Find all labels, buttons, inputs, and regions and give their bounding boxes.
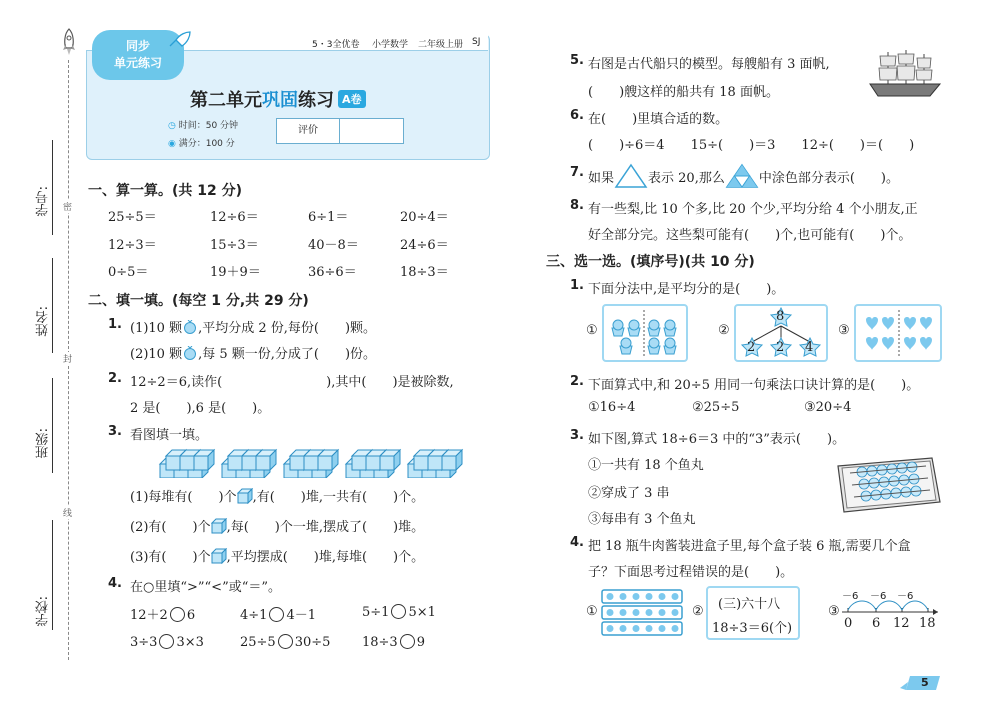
tree-leaf-value: 2: [776, 340, 785, 355]
title-part-a: 第二单元: [190, 90, 262, 111]
section-3-heading: 三、选一选。(填序号)(共 10 分): [546, 254, 755, 270]
q2-4-number: 4.: [108, 576, 122, 591]
q2-3-l2-b: ,每( )个一堆,摆成了( )堆。: [226, 520, 425, 535]
badge-line-1: 同步: [125, 39, 150, 53]
page-number: 5: [921, 676, 929, 689]
compare-item: [362, 634, 425, 650]
q2-1b-post: ,每 5 颗一份,分成了( )份。: [198, 347, 377, 362]
q2-5-line-1: 右图是古代船只的模型。每艘船有 3 面帆,: [588, 57, 830, 72]
tree-leaf-value: 2: [747, 340, 756, 355]
cube-icon: [211, 518, 227, 534]
tick-label: 6: [872, 616, 881, 631]
seal-mark-mi: 密: [63, 200, 72, 213]
q2-2-line-2: 2 是( ),6 是( )。: [130, 401, 271, 416]
version-tag: A卷: [338, 90, 366, 108]
q3-4-option-3-label[interactable]: ③: [828, 604, 840, 619]
calc-item: 12÷3＝: [108, 238, 157, 253]
q3-4-option-1-figure: [600, 588, 684, 638]
q3-4-option-1-label[interactable]: ①: [586, 604, 598, 619]
q2-8-line-1: 有一些梨,比 10 个多,比 20 个少,平均分给 4 个小朋友,正: [588, 202, 918, 217]
compare-circle[interactable]: [391, 604, 406, 619]
cube-piles-figure: [158, 446, 470, 478]
compare-item: [130, 604, 195, 623]
compare-right: 3×3: [176, 635, 204, 650]
q3-3-option-2[interactable]: ②穿成了 3 串: [588, 486, 670, 501]
q2-7-c: 中涂色部分表示( )。: [758, 171, 899, 186]
compare-item: [362, 604, 436, 620]
q2-3-l2-a: (2)有( )个: [130, 520, 211, 535]
seal-mark-xian: 线: [63, 506, 72, 519]
school-label: 学校:: [36, 596, 51, 627]
section-1-heading: 一、算一算。(共 12 分): [88, 183, 243, 199]
q3-4-option-2-label[interactable]: ②: [692, 604, 704, 619]
q2-3-line-2: [130, 516, 424, 535]
q2-7-b: 表示 20,那么: [648, 171, 725, 186]
calc-item: 18÷3＝: [400, 265, 449, 280]
q3-4-line-1: 把 18 瓶牛肉酱装进盒子里,每个盒子装 6 瓶,需要几个盒: [588, 539, 911, 554]
q2-2-line-1: 12÷2＝6,读作( ),其中( )是被除数,: [130, 375, 454, 390]
compare-right: 4－1: [286, 608, 316, 623]
badge-line-2: 单元练习: [113, 56, 162, 70]
title-part-c: 练习: [298, 90, 334, 111]
full-score-text: 满分：100 分: [178, 139, 235, 149]
calc-item: 12÷6＝: [210, 210, 259, 225]
q2-6-line-1: 在( )里填合适的数。: [588, 112, 729, 127]
q3-4-number: 4.: [570, 535, 584, 550]
compare-left: 25÷5: [240, 635, 276, 650]
q3-2-number: 2.: [570, 374, 584, 389]
q2-7-line: [588, 163, 899, 189]
class-label: 班级:: [36, 428, 51, 459]
cube-icon: [211, 548, 227, 564]
multiplication-rhyme: (三)六十八: [718, 597, 781, 612]
title-part-b: 巩固: [262, 90, 298, 111]
jump-label: －6: [870, 591, 887, 602]
calc-item: 40－8＝: [308, 238, 359, 253]
name-label: 姓名:: [36, 306, 51, 337]
edition-label: SJ: [472, 37, 481, 47]
page-title: [190, 86, 366, 112]
calc-item: 0÷5＝: [108, 265, 149, 280]
rating-label: 评价: [277, 119, 340, 143]
compare-right: 30÷5: [294, 635, 331, 650]
binding-strip: [0, 0, 80, 719]
q2-8-line-2: 好全部分完。这些梨可能有( )个,也可能有( )个。: [588, 228, 912, 243]
compare-right: 5×1: [408, 605, 436, 620]
q3-1-option-3-label[interactable]: ③: [838, 323, 850, 338]
q2-1-number: 1.: [108, 317, 122, 332]
tree-leaf-value: 4: [805, 340, 814, 355]
q2-7-number: 7.: [570, 165, 584, 180]
triangle-icon: [614, 163, 648, 189]
q2-3-title: 看图填一填。: [130, 428, 209, 443]
q2-3-l1-b: ,有( )堆,一共有( )个。: [252, 490, 425, 505]
q2-6-line-2: ( )÷6＝4 15÷( )＝3 12÷( )＝( ): [588, 138, 915, 153]
q3-4-line-2: 子？下面思考过程错误的是( )。: [588, 565, 794, 580]
tick-label: 18: [919, 616, 936, 631]
check-icon: ◉: [168, 139, 179, 149]
calc-item: 24÷6＝: [400, 238, 449, 253]
q2-3-number: 3.: [108, 424, 122, 439]
compare-item: [240, 604, 316, 623]
q3-1-option-2-figure: [734, 304, 828, 362]
calc-item: 6÷1＝: [308, 210, 349, 225]
q3-3-text: 如下图,算式 18÷6＝3 中的“3”表示( )。: [588, 432, 846, 447]
q3-1-option-1-label[interactable]: ①: [586, 323, 598, 338]
q3-1-text: 下面分法中,是平均分的是( )。: [588, 282, 785, 297]
candy-icon: [182, 346, 198, 360]
number-underline: [52, 140, 53, 235]
name-underline: [52, 258, 53, 353]
q3-4-option-2-figure: [706, 586, 800, 640]
compare-circle[interactable]: [400, 634, 415, 649]
q3-2-option-1[interactable]: ①16÷4: [588, 400, 636, 415]
rating-box[interactable]: [276, 118, 404, 144]
q3-3-option-3[interactable]: ③每串有 3 个鱼丸: [588, 512, 696, 527]
student-number-label: 学号:: [36, 186, 51, 217]
compare-left: 3÷3: [130, 635, 158, 650]
hearts-figure: [856, 306, 940, 360]
sailing-ship-icon: [868, 48, 942, 102]
shaded-triangle-icon: [725, 163, 759, 189]
seal-mark-feng: 封: [63, 352, 72, 365]
q2-1a-post: ,平均分成 2 份,每份( )颗。: [198, 321, 377, 336]
tick-label: 0: [844, 616, 853, 631]
q2-3-line-1: [130, 486, 424, 505]
compare-left: 4÷1: [240, 608, 268, 623]
q3-1-option-2-label[interactable]: ②: [718, 323, 730, 338]
compare-circle[interactable]: [159, 634, 174, 649]
compare-left: 12＋2: [130, 608, 168, 623]
q3-3-option-1[interactable]: ①一共有 18 个鱼丸: [588, 458, 704, 473]
compare-item: [240, 634, 330, 650]
q2-8-number: 8.: [570, 198, 584, 213]
q3-2-option-3[interactable]: ③20÷4: [804, 400, 852, 415]
full-score: [168, 136, 235, 149]
q3-3-number: 3.: [570, 428, 584, 443]
time-limit-text: 时间：50 分钟: [178, 121, 239, 131]
q3-2-option-2[interactable]: ②25÷5: [692, 400, 740, 415]
rocket-icon: [60, 28, 78, 56]
q2-1a-line: [130, 317, 376, 336]
cube-icon: [237, 488, 253, 504]
q2-1b-line: [130, 343, 376, 362]
q2-7-a: 如果: [588, 171, 615, 186]
compare-right: 9: [416, 635, 425, 650]
calc-item: 19＋9＝: [210, 265, 261, 280]
clock-icon: ◷: [168, 121, 179, 131]
q2-1a-pre: (1)10 颗: [130, 321, 183, 336]
q3-1-option-1-figure: [602, 304, 688, 362]
section-2-heading: 二、填一填。(每空 1 分,共 29 分): [88, 293, 309, 309]
q3-1-option-3-figure: [854, 304, 942, 362]
jump-label: －6: [842, 591, 859, 602]
q2-4-title: 在○里填“>”“<”或“＝”。: [130, 580, 282, 595]
time-limit: [168, 118, 238, 131]
compare-circle[interactable]: [170, 607, 185, 622]
candy-icon: [182, 320, 198, 334]
grade-label: 二年级上册: [418, 40, 464, 50]
school-underline: [52, 520, 53, 630]
q2-3-l3-b: ,平均摆成( )堆,每堆( )个。: [226, 550, 425, 565]
jump-label: －6: [897, 591, 914, 602]
q2-1b-pre: (2)10 颗: [130, 347, 183, 362]
compare-right: 6: [186, 608, 196, 623]
q2-3-line-3: [130, 546, 424, 565]
q2-5-number: 5.: [570, 53, 584, 68]
division-equation: 18÷3＝6(个): [712, 621, 793, 636]
compare-left: 18÷3: [362, 635, 398, 650]
class-underline: [52, 378, 53, 473]
fishball-skewers-tray: [832, 446, 942, 518]
q3-1-number: 1.: [570, 278, 584, 293]
q2-3-l1-a: (1)每堆有( )个: [130, 490, 237, 505]
q2-6-number: 6.: [570, 108, 584, 123]
subject-label: 小学数学: [372, 40, 409, 50]
q2-2-number: 2.: [108, 371, 122, 386]
calc-item: 20÷4＝: [400, 210, 449, 225]
compare-left: 5÷1: [362, 605, 390, 620]
tick-label: 12: [893, 616, 910, 631]
tree-top-value: 8: [776, 309, 785, 324]
q2-5-line-2: ( )艘这样的船共有 18 面帆。: [588, 85, 779, 100]
q2-3-l3-a: (3)有( )个: [130, 550, 211, 565]
series-label: 5・3全优卷: [312, 40, 360, 50]
badge-rocket-icon: [168, 30, 192, 48]
q3-2-text: 下面算式中,和 20÷5 用同一句乘法口诀计算的是( )。: [588, 378, 920, 393]
calc-item: 36÷6＝: [308, 265, 357, 280]
calc-item: 15÷3＝: [210, 238, 259, 253]
calc-item: 25÷5＝: [108, 210, 157, 225]
cupcakes-figure: [604, 306, 686, 360]
compare-circle[interactable]: [269, 607, 284, 622]
compare-item: [130, 634, 204, 650]
compare-circle[interactable]: [278, 634, 293, 649]
